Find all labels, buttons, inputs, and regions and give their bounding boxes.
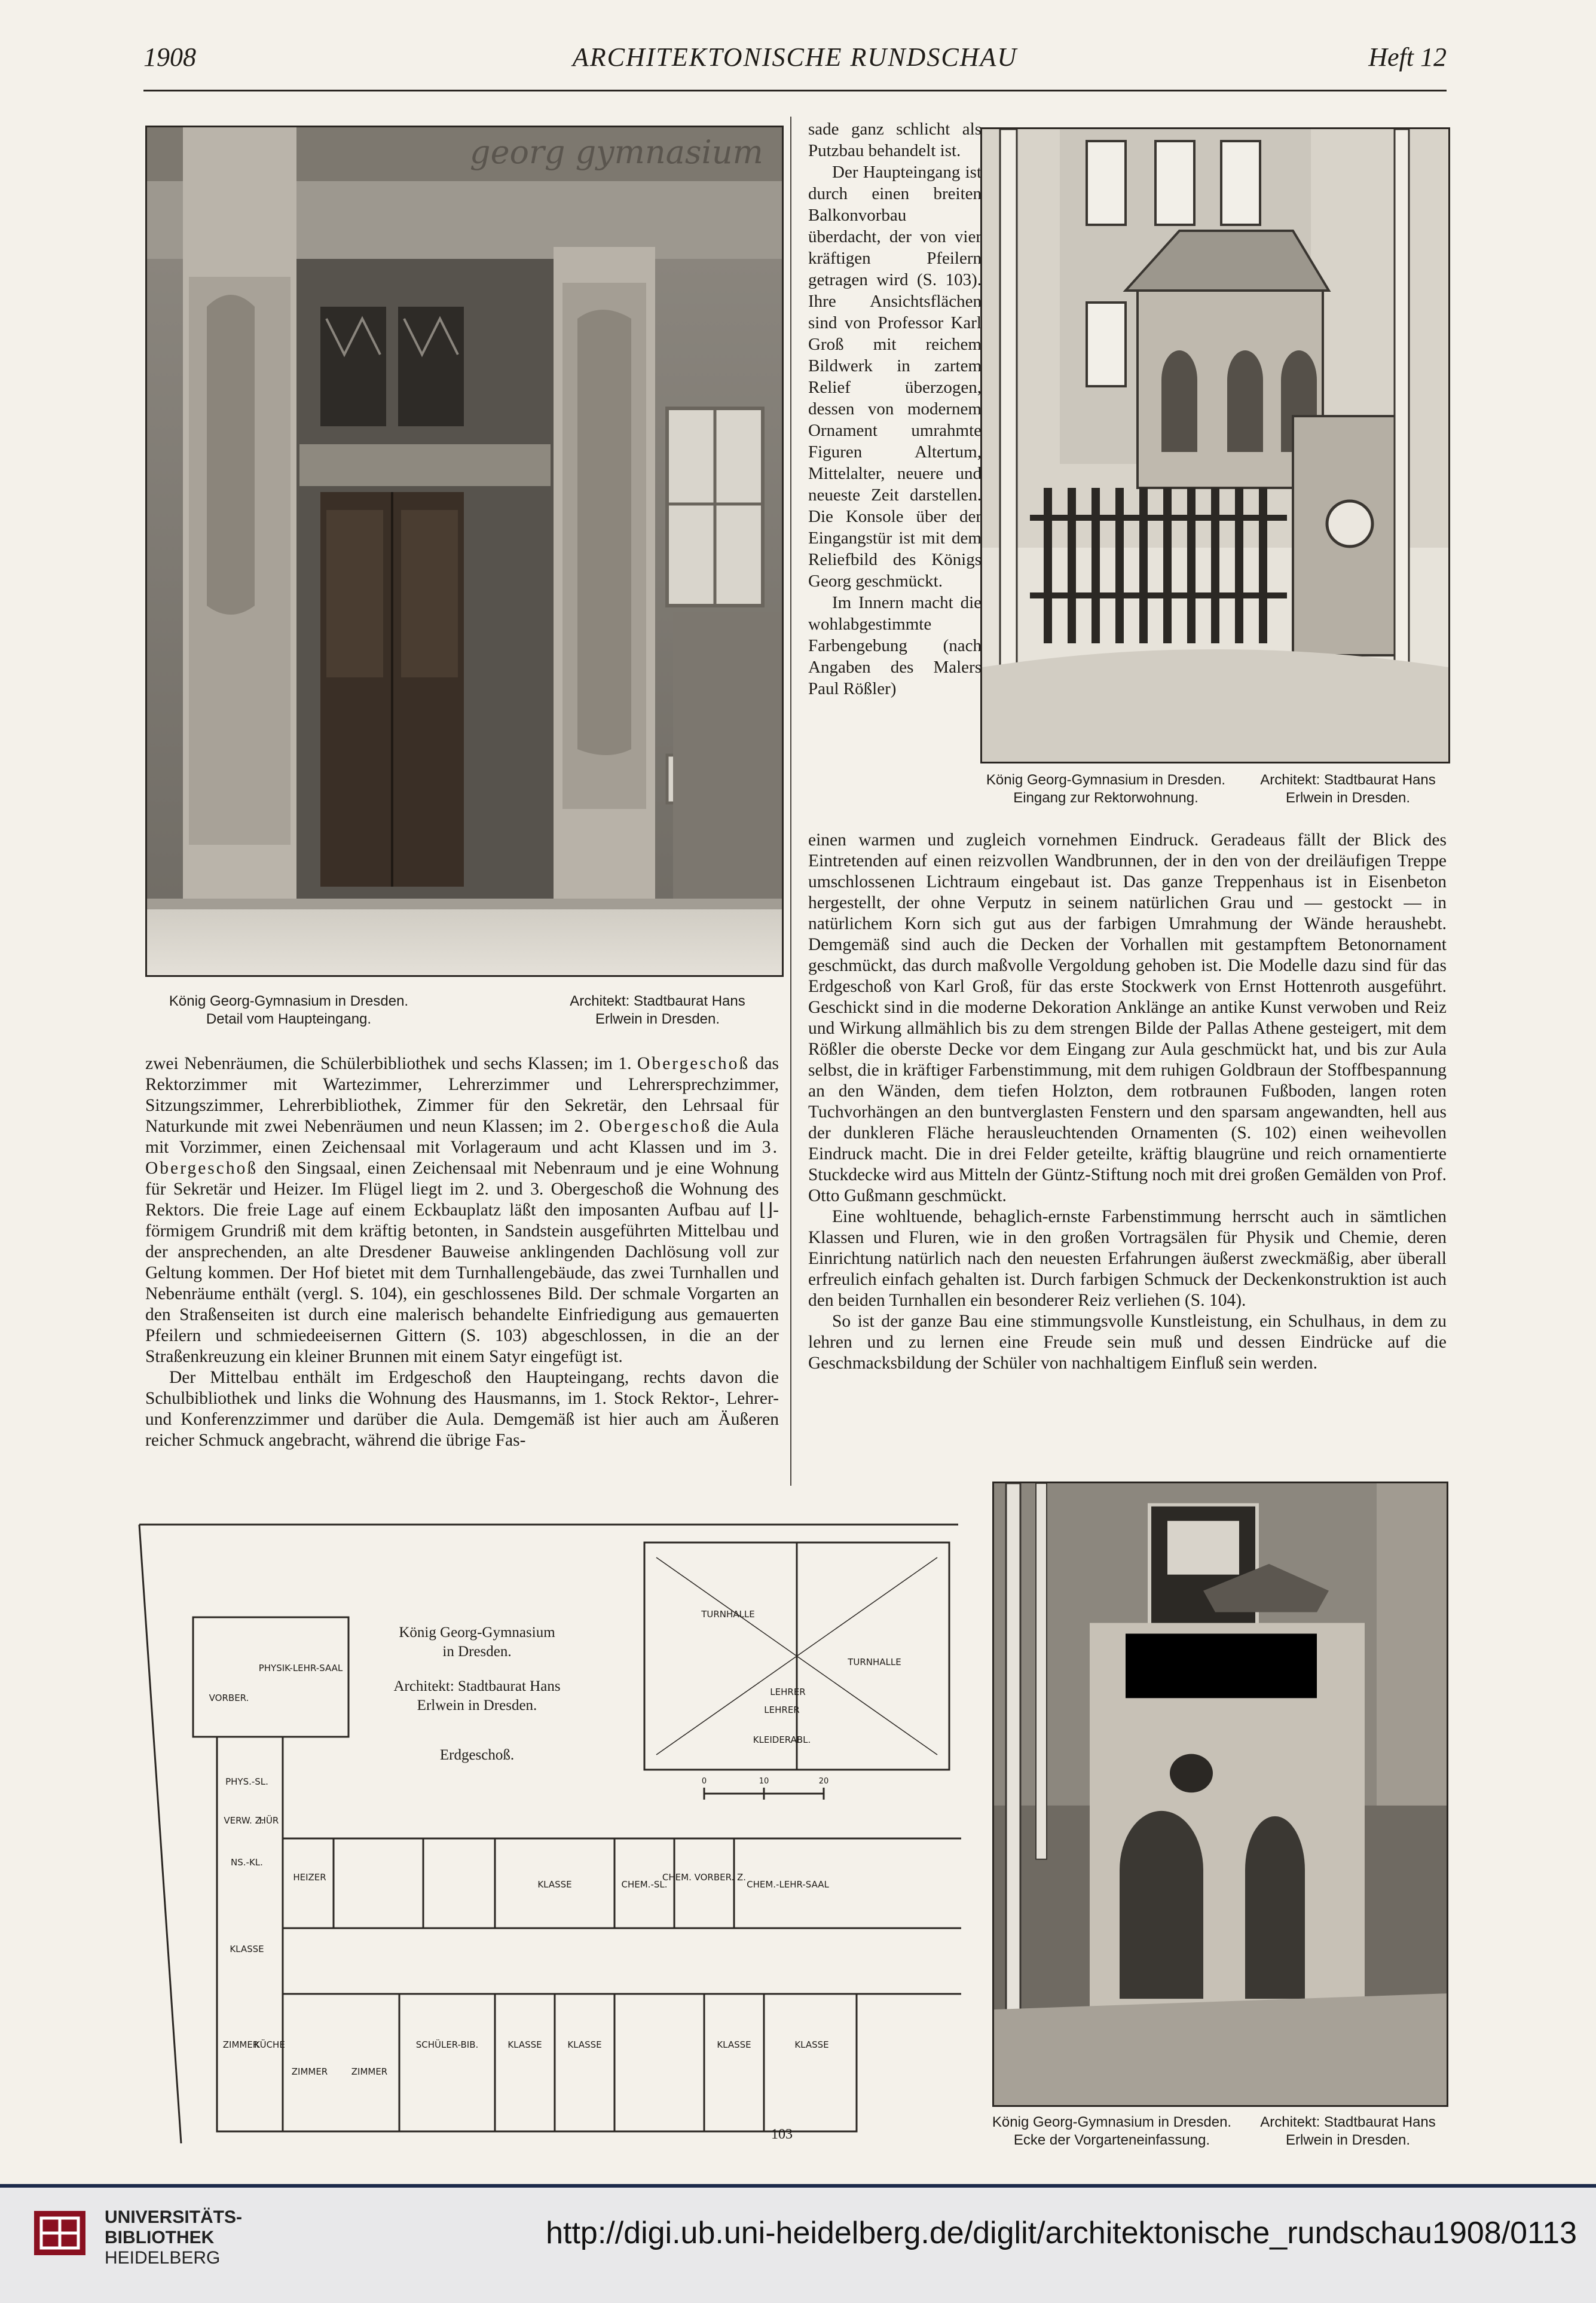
caption-sketch-right-line2: Erlwein in Dresden. xyxy=(1285,790,1411,806)
caption-sketch-right xyxy=(1249,771,1447,807)
room-label: KLASSE xyxy=(567,2039,602,2050)
right-paragraph-2: Eine wohltuende, behaglich-ernste Farbenstimmung herrscht auch in sämtlichen Klassen und Fluren, wie in den großen Vortragsälen für Physik und Chemie, deren Einrichtung natürlich nach den neuesten Erfahrungen äußerst zweckmäßig, aber überall erfreulich einfach gehalten ist. Durch farbigen Schmuck der Deckenkonstruktion ist auch den beiden Turnhallen ein besonderer Reiz verliehen (S. 104). xyxy=(808,1207,1447,1310)
plan-architect-line2: Erlwein in Dresden. xyxy=(417,1697,537,1713)
narrow-paragraph-3: Im Innern macht die wohlabgestimmte Farbengebung (nach Angaben des Malers Paul Rößler) xyxy=(808,593,982,698)
left-p1-part-g: den Singsaal, einen Zeichensaal mit Nebenraum und je eine Wohnung für Sekretär und Heizer. Im Flügel liegt im 2. und 3. Obergeschoß die Wohnung des Rektors. Die freie Lage auf einem Eckbauplatz läßt den imposanten Aufbau auf ⌊⌋-förmigem Grundriß mit dem kräftig betonten, in Sandstein ausgeführten Mittelbau und der ansprechenden, an alte Dresdener Bauweise anklingenden Dachlösung voll zur Geltung kommen. Der Hof bietet mit dem Turnhallengebäude, das zwei Turnhallen und Nebenräume enthält (vergl. S. 104), ein geschlossenes Bild. Der schmale Vorgarten an den Straßenseiten ist durch eine malerisch behandelte Einfriedigung aus gemauerten Pfeilern und schmiedeeisernen Gittern (S. 103) abgeschlossen, in die an der Straßenkreuzung ein kleiner Brunnen mit einem Satyr eingefügt ist. xyxy=(145,1159,779,1366)
plan-architect-line1: Architekt: Stadtbaurat Hans xyxy=(393,1678,561,1694)
scale-label: 20 xyxy=(818,1777,829,1786)
main-entrance-illustration xyxy=(147,127,782,975)
caption-corner-left-line1: König Georg-Gymnasium in Dresden. xyxy=(992,2114,1232,2130)
narrow-column-text xyxy=(808,118,982,700)
rector-entrance-illustration xyxy=(982,129,1448,762)
left-p1-part-c: das Rektorzimmer mit Wartezimmer, Lehrerzimmer und Lehrersprechzimmer, Sitzungszimmer, Lehrerbibliothek, Zimmer für den Sekretär, den Lehrsaal für Naturkunde mit zwei Nebenräumen und neun Klassen; im xyxy=(145,1054,779,1136)
header-title: ARCHITEKTONISCHE RUNDSCHAU xyxy=(572,42,1018,72)
caption-sketch-left-line2: Eingang zur Rektorwohnung. xyxy=(1013,790,1198,806)
caption-corner-right-line2: Erlwein in Dresden. xyxy=(1285,2132,1411,2148)
narrow-paragraph-1: sade ganz schlicht als Putzbau behandelt ist. xyxy=(808,120,982,160)
right-paragraph-1: einen warmen und zugleich vornehmen Eindruck. Geradeaus fällt der Blick des Eintretenden auf einen reizvollen Wandbrunnen, der in den von der dreiläufigen Treppe umschlossenen Lichtraum eingebaut ist. Das ganze Treppenhaus ist in Eisenbeton hergestellt, der ohne Verputz in seinem natürlichen Grau und — gestockt — in natürlichem Korn sich gut aus der farbigen Umrahmung der Wände heraushebt. Demgemäß sind auch die Decken der Vorhallen mit gestampftem Betonornament geschmückt, das durch maßvolle Vergoldung gehoben ist. Die Modelle dazu sind für das Erdgeschoß von Karl Groß, für das erste Stockwerk von Ernst Hottenroth ausgeführt. Geschickt sind in die moderne Dekoration Anklänge an antike Kunst verwoben und Reiz und Wirkung allmählich bis zu dem strengen Bilde der Pallas Athene gesteigert, mit dem Rößler die oberste Decke vor dem Eingang zur Aula geschmückt hat, und bis zur Aula selbst, die in kräftiger Farbenstimmung, mit dem ruhigen Goldbraun der Stoffbespannung an den Wänden, dem tiefen Holzton, dem rotbraunen Fußboden, langen roten Tuchvorhängen an den buntverglasten Fenstern und den sparsam angewandten, hell aus der dunkleren Fläche herausleuchtenden Ornamenten (S. 102) einen weihevollen Eindruck macht. Die in drei Felder geteilte, kräftig blaugrüne und reich ornamentierte Stuckdecke wird aus Mitteln der Güntz-Stiftung noch mit drei großen Gemälden von Prof. Otto Gußmann geschmückt. xyxy=(808,830,1447,1205)
room-label: CHEM.-SL. xyxy=(621,1879,668,1890)
room-label: KLASSE xyxy=(507,2039,542,2050)
library-name xyxy=(105,2207,242,2268)
svg-text:georg gymnasium: georg gymnasium xyxy=(470,133,763,171)
caption-corner-right-text xyxy=(1249,2113,1447,2149)
caption-corner-right-line1: Architekt: Stadtbaurat Hans xyxy=(1260,2114,1436,2130)
room-label: VERW. Z. xyxy=(224,1815,264,1826)
plan-title-line2: in Dresden. xyxy=(442,1644,512,1660)
room-label: KLASSE xyxy=(717,2039,751,2050)
plan-architect xyxy=(363,1677,591,1715)
caption-main-right xyxy=(532,992,783,1028)
photo-main-entrance xyxy=(145,126,784,977)
photo-garden-corner xyxy=(992,1482,1448,2107)
room-label: PHYSIK-LEHR-SAAL xyxy=(258,1663,343,1673)
room-label: PHYS.-SL. xyxy=(225,1776,268,1787)
header-year: 1908 xyxy=(143,42,196,72)
left-column-text xyxy=(145,1053,779,1451)
caption-main-left-line2: Detail vom Haupteingang. xyxy=(206,1011,372,1027)
room-label: KLASSE xyxy=(537,1879,572,1890)
column-rule xyxy=(790,117,791,1486)
caption-sketch-left xyxy=(977,771,1234,807)
header-issue: Heft 12 xyxy=(1368,42,1447,72)
room-label: ZIMMER xyxy=(222,2039,259,2050)
room-label: LEHRER xyxy=(764,1705,800,1715)
room-label: HÜR xyxy=(259,1815,279,1826)
left-paragraph-1 xyxy=(145,1053,779,1367)
room-label: SCHÜLER-BIB. xyxy=(415,2039,479,2050)
left-p1-part-f: 3. Obergeschoß xyxy=(145,1138,779,1178)
room-label: KLEIDERABL. xyxy=(753,1734,811,1745)
page-number: 103 xyxy=(771,2127,793,2142)
narrow-paragraph-2: Der Haupteingang ist durch einen breiten Balkonvorbau überdacht, der von vier kräftigen Pfeilern getragen wird (S. 103). Ihre Ansichtsflächen sind von Professor Karl Groß mit reichem Bildwerk in zartem Relief überzogen, dessen von modernem Ornament umrahmte Figuren Altertum, Mittelalter, neuere und neueste Zeit darstellen. Die Konsole über der Eingangstür ist mit dem Reliefbild des Königs Georg geschmückt. xyxy=(808,163,982,591)
plan-title-line1: König Georg-Gymnasium xyxy=(399,1624,555,1641)
scale-label: 10 xyxy=(759,1777,769,1786)
room-label: CHEM. VORBER. Z. xyxy=(662,1872,747,1883)
plan-title xyxy=(363,1623,591,1661)
room-label: CHEM.-LEHR-SAAL xyxy=(747,1879,829,1890)
left-p1-part-e: die Aula mit Vorzimmer, einen Zeichensaal mit Vorlageraum und acht Klassen und im xyxy=(145,1117,779,1157)
room-label: KÜCHE xyxy=(254,2039,285,2050)
caption-main-right-line2: Erlwein in Dresden. xyxy=(595,1011,720,1027)
room-label: KLASSE xyxy=(230,1944,264,1954)
room-label: KLASSE xyxy=(794,2039,829,2050)
room-label: HEIZER xyxy=(293,1872,326,1883)
caption-corner-left-text xyxy=(980,2113,1243,2149)
header-rule xyxy=(143,90,1447,91)
caption-corner-left-line2: Ecke der Vorgarteneinfassung. xyxy=(1013,2132,1210,2148)
caption-main-right-line1: Architekt: Stadtbaurat Hans xyxy=(570,993,745,1009)
caption-corner-marker xyxy=(980,2178,981,2179)
garden-corner-illustration xyxy=(994,1483,1447,2105)
library-line3: HEIDELBERG xyxy=(105,2248,221,2268)
room-label: VORBER. xyxy=(209,1693,249,1703)
caption-main-left xyxy=(145,992,432,1028)
caption-sketch-left-line1: König Georg-Gymnasium in Dresden. xyxy=(986,772,1226,788)
floor-plan-drawing xyxy=(136,1522,961,2146)
scale-label: 0 xyxy=(701,1777,707,1786)
source-url-link[interactable]: http://digi.ub.uni-heidelberg.de/diglit/architektonische_rundschau1908/0113 xyxy=(546,2216,1577,2250)
left-paragraph-2: Der Mittelbau enthält im Erdgeschoß den Haupteingang, rechts davon die Schulbibliothek und links die Wohnung des Hausmanns, im 1. Stock Rektor-, Lehrer- und Konferenzzimmer und darüber die Aula. Demgemäß ist hier auch am Äußeren reicher Schmuck angebracht, während die übrige Fas- xyxy=(145,1368,779,1450)
left-p1-part-d: 2. Obergeschoß xyxy=(574,1117,712,1136)
caption-sketch-right-line1: Architekt: Stadtbaurat Hans xyxy=(1260,772,1436,788)
floor-plan xyxy=(136,1522,961,2146)
right-paragraph-3: So ist der ganze Bau eine stimmungsvolle Kunstleistung, ein Schulhaus, in dem zu lehren und zu lernen eine Freude sein muß und dessen Eindrücke auf die Geschmacksbildung der Schüler von nachhaltigem Einfluß sein werden. xyxy=(808,1312,1447,1373)
left-p1-part-a: zwei Nebenräumen, die Schülerbibliothek und sechs Klassen; im 1. xyxy=(145,1054,638,1073)
room-label: ZIMMER xyxy=(291,2066,328,2077)
plan-floor-label: Erdgeschoß. xyxy=(439,1747,515,1763)
room-label: TURNHALLE xyxy=(701,1609,755,1620)
library-logo-icon xyxy=(33,2206,87,2260)
room-label: LEHRER xyxy=(770,1687,806,1697)
running-head xyxy=(143,42,1447,84)
right-column-text xyxy=(808,830,1447,1374)
left-p1-part-b: Obergeschoß xyxy=(637,1054,750,1073)
room-label: ZIMMER xyxy=(351,2066,388,2077)
room-label: NS.-KL. xyxy=(231,1857,263,1868)
sketch-rector-entrance xyxy=(980,127,1450,763)
library-line1: UNIVERSITÄTS- xyxy=(105,2207,243,2227)
library-line2: BIBLIOTHEK xyxy=(105,2228,215,2247)
room-label: TURNHALLE xyxy=(848,1657,901,1667)
caption-main-left-line1: König Georg-Gymnasium in Dresden. xyxy=(169,993,409,1009)
